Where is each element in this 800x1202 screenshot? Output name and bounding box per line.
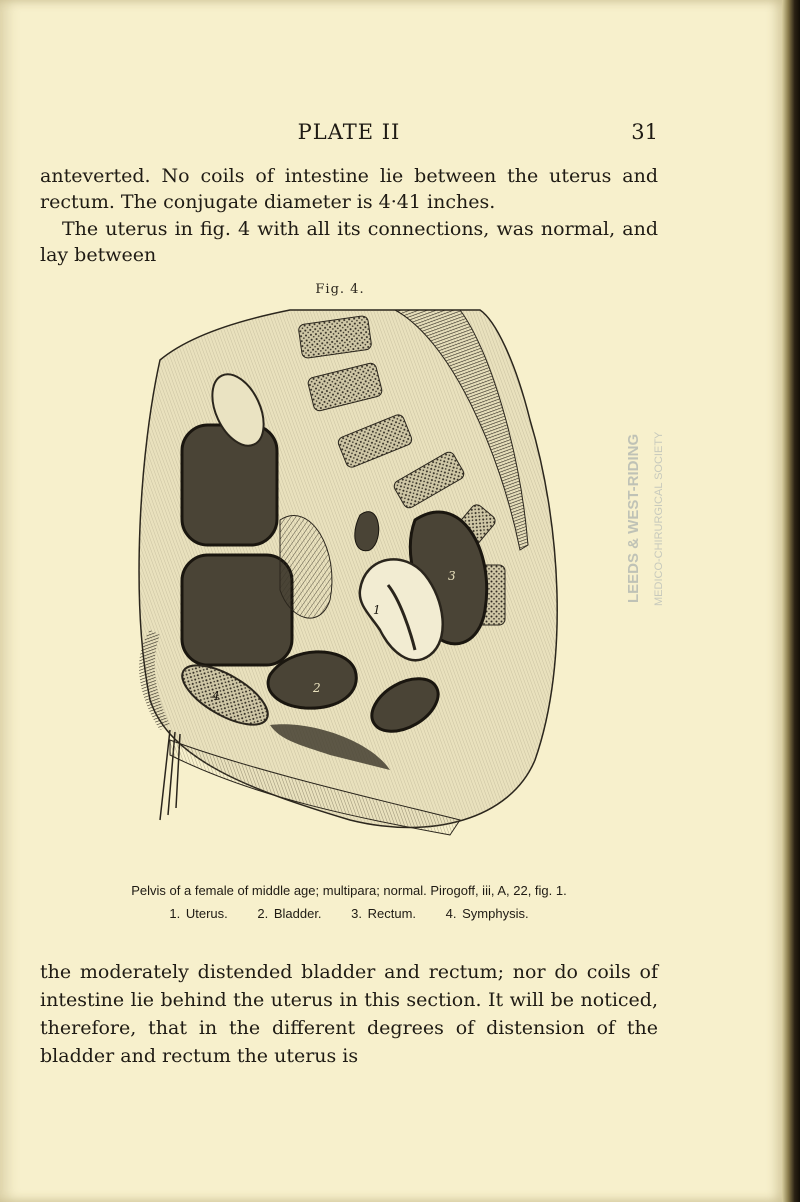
figure-caption: Pelvis of a female of middle age; multipara; normal. Pirogoff, iii, A, 22, fig. 1. <box>131 883 567 898</box>
page-number: 31 <box>631 120 658 144</box>
stamp-line-1: LEEDS & WEST-RIDING <box>625 433 642 603</box>
page-header <box>40 120 658 150</box>
figure-label: Fig. 4. <box>315 282 365 297</box>
legend-rectum: 3. Rectum. <box>351 906 417 921</box>
figure-legend <box>40 906 658 921</box>
paragraph-2: The uterus in fig. 4 with all its connections, was normal, and lay between <box>40 218 658 266</box>
paragraph-3: the moderately distended bladder and rectum; nor do coils of intestine lie behind the uterus in this section. It will be noticed, therefore, that in the different degrees of distension of the bladder and rectum the uterus is <box>40 961 658 1067</box>
legend-uterus: 1. Uterus. <box>169 906 228 921</box>
legend-bladder: 2. Bladder. <box>257 906 322 921</box>
pelvis-illustration <box>130 300 570 865</box>
plate-title: PLATE II <box>297 120 401 144</box>
callout-symphysis: 4 <box>212 689 220 703</box>
legend-symphysis: 4. Symphysis. <box>445 906 529 921</box>
callout-bladder: 2 <box>313 681 321 695</box>
stamp-line-2: MEDICO-CHIRURGICAL SOCIETY <box>653 431 665 606</box>
library-stamp <box>610 368 680 608</box>
callout-rectum: 3 <box>448 569 456 583</box>
callout-uterus: 1 <box>373 603 381 617</box>
book-spine-edge <box>782 0 800 1202</box>
paragraph-1: anteverted. No coils of intestine lie between the uterus and rectum. The conjugate diameter is 4·41 inches. <box>40 165 658 213</box>
